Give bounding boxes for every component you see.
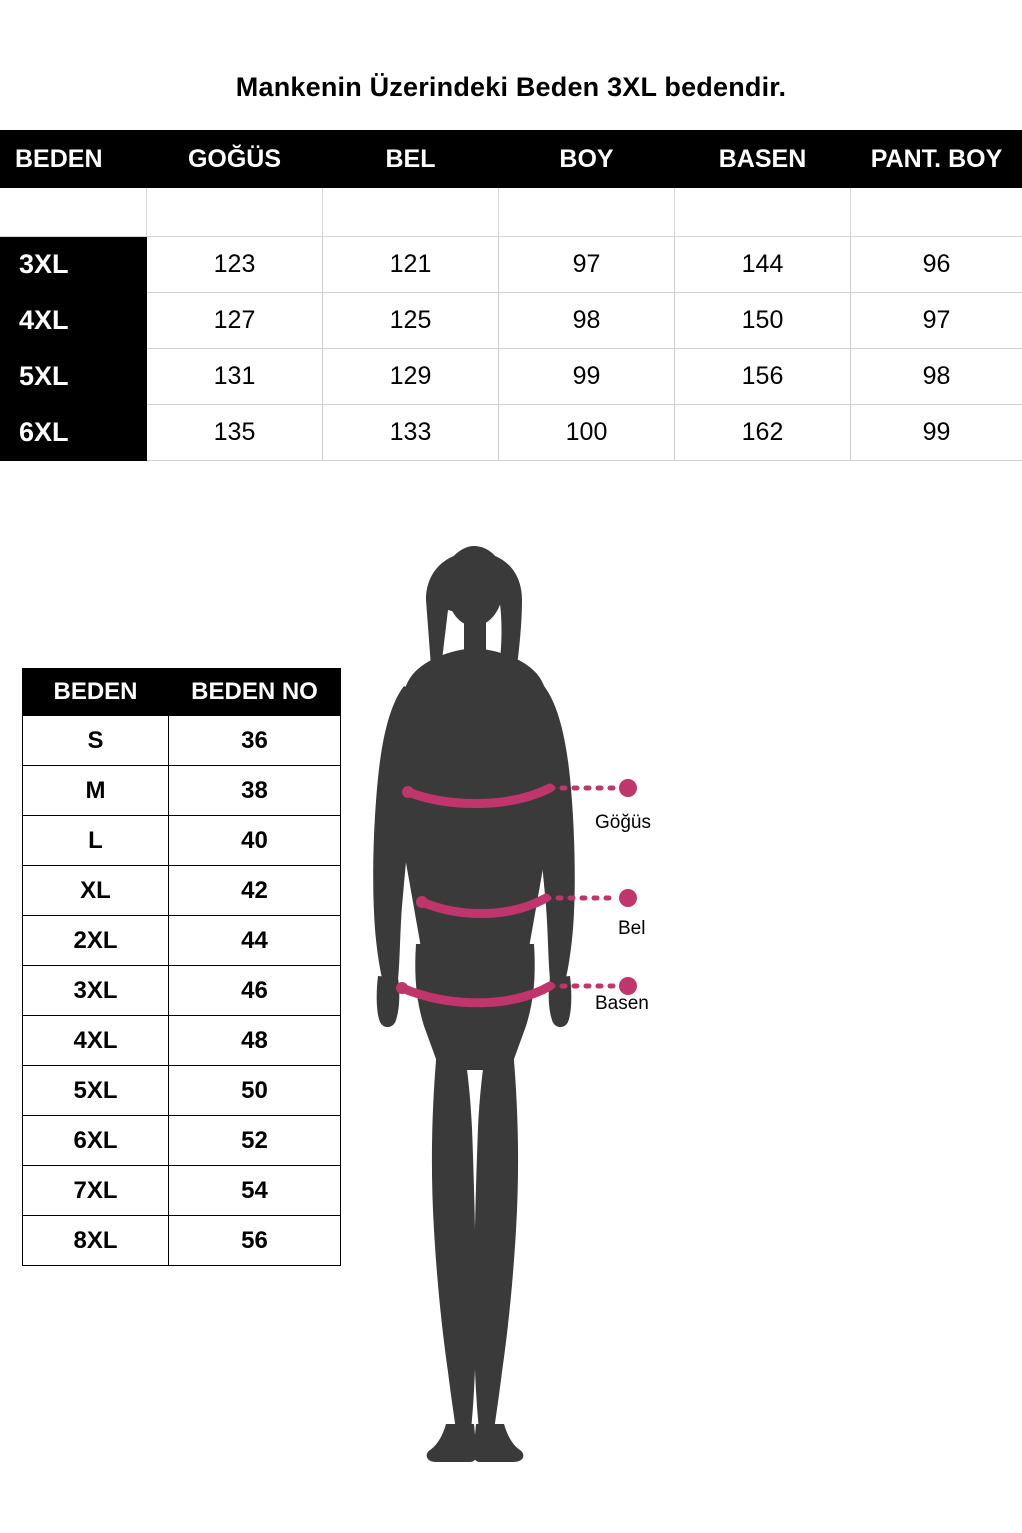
cell-beden-no: 44 [169,916,341,966]
table-row [23,1016,341,1066]
cell-beden-no: 40 [169,816,341,866]
size-no-header-beden-no: BEDEN NO [169,669,341,716]
size-no-header-row [23,669,341,716]
table-row [23,766,341,816]
table-row [23,866,341,916]
table-row [23,1166,341,1216]
cell-beden: 8XL [23,1216,169,1266]
cell-boy: 97 [499,237,675,293]
page-title: Mankenin Üzerindeki Beden 3XL bedendir. [235,72,787,102]
cell-beden: L [23,816,169,866]
size-table-header-basen: BASEN [675,131,851,188]
cell-beden-no: 48 [169,1016,341,1066]
cell-beden: 4XL [23,1016,169,1066]
cell-bel: 125 [323,293,499,349]
size-table-header-beden: BEDEN [1,131,147,188]
cell-beden: M [23,766,169,816]
cell-basen: 156 [675,349,851,405]
cell-bel: 133 [323,405,499,461]
cell-beden: 7XL [23,1166,169,1216]
cell-beden: XL [23,866,169,916]
cell-beden-no: 50 [169,1066,341,1116]
cell-beden-no: 54 [169,1166,341,1216]
table-row [23,1066,341,1116]
cell-beden-no: 56 [169,1216,341,1266]
cell-beden-no: 36 [169,716,341,766]
cell-beden-no: 52 [169,1116,341,1166]
cell-gogus: 135 [147,405,323,461]
chest-label: Göğüs [595,812,651,833]
size-no-header-beden: BEDEN [23,669,169,716]
cell-beden: 6XL [23,1116,169,1166]
waist-label: Bel [618,918,646,939]
table-row [1,405,1022,461]
cell-beden: S [23,716,169,766]
spacer-cell [1,188,147,237]
table-spacer-row [1,188,1022,237]
hip-label: Basen [595,993,649,1014]
cell-beden: 5XL [23,1066,169,1116]
table-row [1,349,1022,405]
cell-pant-boy: 96 [851,237,1022,293]
table-row [23,816,341,866]
measurement-figure [350,540,1010,1480]
size-table-header-boy: BOY [499,131,675,188]
cell-pant-boy: 97 [851,293,1022,349]
size-table-header-bel: BEL [323,131,499,188]
table-row [23,1216,341,1266]
cell-beden-no: 38 [169,766,341,816]
cell-boy: 99 [499,349,675,405]
size-row-label: 3XL [1,237,147,293]
cell-pant-boy: 99 [851,405,1022,461]
size-table [0,130,1022,461]
cell-gogus: 131 [147,349,323,405]
size-no-table [22,668,341,1266]
cell-pant-boy: 98 [851,349,1022,405]
female-silhouette-icon [350,540,1010,1480]
spacer-cell [499,188,675,237]
spacer-cell [323,188,499,237]
cell-beden-no: 42 [169,866,341,916]
table-row [23,1116,341,1166]
table-row [23,916,341,966]
size-row-label: 5XL [1,349,147,405]
size-table-header-row [1,131,1022,188]
cell-boy: 100 [499,405,675,461]
cell-bel: 121 [323,237,499,293]
table-row [1,237,1022,293]
table-row [23,966,341,1016]
cell-beden: 2XL [23,916,169,966]
cell-gogus: 123 [147,237,323,293]
cell-basen: 150 [675,293,851,349]
spacer-cell [147,188,323,237]
table-row [23,716,341,766]
cell-basen: 162 [675,405,851,461]
cell-gogus: 127 [147,293,323,349]
spacer-cell [675,188,851,237]
size-row-label: 4XL [1,293,147,349]
spacer-cell [851,188,1022,237]
size-table-header-gogus: GOĞÜS [147,131,323,188]
cell-bel: 129 [323,349,499,405]
cell-beden: 3XL [23,966,169,1016]
size-table-header-pant-boy: PANT. BOY [851,131,1022,188]
cell-boy: 98 [499,293,675,349]
table-row [1,293,1022,349]
size-row-label: 6XL [1,405,147,461]
cell-beden-no: 46 [169,966,341,1016]
cell-basen: 144 [675,237,851,293]
